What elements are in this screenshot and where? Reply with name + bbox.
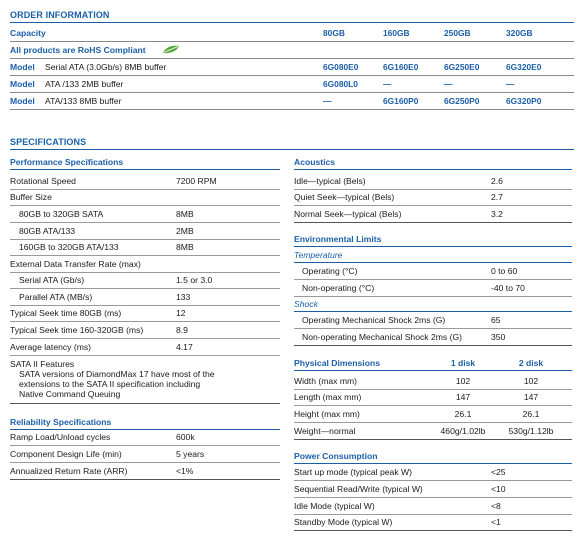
model-number: — <box>506 79 515 89</box>
physical-col-header: 2 disk <box>518 358 544 368</box>
spec-value: 530g/1.12lb <box>508 426 554 436</box>
spec-value: 7200 RPM <box>176 176 217 186</box>
spec-label: Normal Seek—typical (Bels) <box>294 209 402 219</box>
sata2-text: SATA versions of DiamondMax 17 have most of the <box>19 369 215 379</box>
spec-label: External Data Transfer Rate (max) <box>10 259 141 269</box>
spec-value: <1 <box>491 517 501 527</box>
spec-label: Annualized Return Rate (ARR) <box>10 466 128 476</box>
spec-value: 147 <box>523 392 539 402</box>
model-number: 6G160E0 <box>383 62 419 72</box>
spec-value: 1.5 or 3.0 <box>176 275 213 285</box>
spec-value: 26.1 <box>454 409 472 419</box>
spec-value: 2.6 <box>491 176 503 186</box>
spec-label: 160GB to 320GB ATA/133 <box>19 242 119 252</box>
spec-value: 102 <box>455 376 471 386</box>
spec-label: Serial ATA (Gb/s) <box>19 275 85 285</box>
model-number: 6G160P0 <box>383 96 419 106</box>
spec-label: Quiet Seek—typical (Bels) <box>294 192 395 202</box>
power-title: Power Consumption <box>294 451 378 461</box>
model-number: 6G320E0 <box>506 62 542 72</box>
spec-value: <25 <box>491 467 506 477</box>
spec-value: <8 <box>491 501 501 511</box>
reliability-title: Reliability Specifications <box>10 417 112 427</box>
spec-value: 8MB <box>176 209 194 219</box>
physical-title: Physical Dimensions <box>294 358 380 368</box>
spec-label: Rotational Speed <box>10 176 76 186</box>
model-number: 6G080L0 <box>323 79 358 89</box>
spec-label: Sequential Read/Write (typical W) <box>294 484 423 494</box>
spec-label: Operating Mechanical Shock 2ms (G) <box>302 315 446 325</box>
spec-value: 102 <box>523 376 539 386</box>
spec-label: Typical Seek time 160-320GB (ms) <box>10 325 144 335</box>
spec-value: 5 years <box>176 449 205 459</box>
model-number: 6G250E0 <box>444 62 480 72</box>
spec-label: Width (max mm) <box>294 376 358 386</box>
spec-value: <1% <box>176 466 194 476</box>
capacity-header: 160GB <box>383 28 410 38</box>
spec-value: 133 <box>176 292 191 302</box>
spec-label: Length (max mm) <box>294 392 362 402</box>
capacity-label: Capacity <box>10 28 46 38</box>
spec-label: Parallel ATA (MB/s) <box>19 292 93 302</box>
model-row <box>10 76 574 93</box>
acoustics-title: Acoustics <box>294 157 336 167</box>
spec-value: 147 <box>455 392 471 402</box>
spec-label: Idle Mode (typical W) <box>294 501 375 511</box>
spec-value: 600k <box>176 432 195 442</box>
spec-value: -40 to 70 <box>491 283 525 293</box>
environmental-title: Environmental Limits <box>294 234 382 244</box>
capacity-header: 250GB <box>444 28 471 38</box>
specifications-title: SPECIFICATIONS <box>10 137 574 147</box>
model-number: — <box>444 79 453 89</box>
spec-value: 2.7 <box>491 192 503 202</box>
spec-value: 65 <box>491 315 501 325</box>
spec-value: 2MB <box>176 226 194 236</box>
model-description: ATA/133 8MB buffer <box>45 96 122 106</box>
shock-subtitle: Shock <box>294 299 318 309</box>
sata2-text: extensions to the SATA II specification including <box>19 379 201 389</box>
model-number: — <box>383 79 392 89</box>
spec-label: 80GB ATA/133 <box>19 226 76 236</box>
spec-label: Ramp Load/Unload cycles <box>10 432 111 442</box>
spec-label: Average latency (ms) <box>10 342 92 352</box>
spec-value: 8.9 <box>176 325 188 335</box>
spec-label: Non-operating (°C) <box>302 283 375 293</box>
spec-label: Standby Mode (typical W) <box>294 517 393 527</box>
model-number: 6G320P0 <box>506 96 542 106</box>
model-label: Model <box>10 62 35 72</box>
spec-label: Idle—typical (Bels) <box>294 176 366 186</box>
model-row <box>10 59 574 76</box>
capacity-header: 80GB <box>323 28 345 38</box>
spec-value: 0 to 60 <box>491 266 518 276</box>
sata2-text: Native Command Queuing <box>19 389 121 399</box>
spec-value: 4.17 <box>176 342 193 352</box>
model-row <box>10 93 574 110</box>
spec-label: Height (max mm) <box>294 409 360 419</box>
spec-value: 3.2 <box>491 209 503 219</box>
spec-value: 460g/1.02lb <box>440 426 486 436</box>
capacity-row <box>10 25 574 42</box>
temperature-subtitle: Temperature <box>294 250 343 260</box>
sata2-title: SATA II Features <box>10 359 75 369</box>
model-description: ATA /133 2MB buffer <box>45 79 124 89</box>
spec-value: <10 <box>491 484 506 494</box>
spec-label: Operating (°C) <box>302 266 358 276</box>
performance-title: Performance Specifications <box>10 157 124 167</box>
model-label: Model <box>10 96 35 106</box>
spec-label: Typical Seek time 80GB (ms) <box>10 308 122 318</box>
capacity-header: 320GB <box>506 28 533 38</box>
model-number: 6G250P0 <box>444 96 480 106</box>
spec-value: 12 <box>176 308 186 318</box>
spec-label: Start up mode (typical peak W) <box>294 467 412 477</box>
spec-label: Buffer Size <box>10 192 52 202</box>
spec-label: 80GB to 320GB SATA <box>19 209 104 219</box>
rohs-text: All products are RoHS Compliant <box>10 45 146 55</box>
model-number: — <box>323 96 332 106</box>
spec-value: 26.1 <box>522 409 540 419</box>
spec-label: Component Design Life (min) <box>10 449 122 459</box>
model-number: 6G080E0 <box>323 62 359 72</box>
order-info-title: ORDER INFORMATION <box>10 10 574 20</box>
rohs-row <box>10 42 574 59</box>
spec-value: 8MB <box>176 242 194 252</box>
spec-label: Weight—normal <box>294 426 356 436</box>
leaf-icon <box>162 45 180 54</box>
physical-col-header: 1 disk <box>450 358 476 368</box>
model-label: Model <box>10 79 35 89</box>
model-description: Serial ATA (3.0Gb/s) 8MB buffer <box>45 62 167 72</box>
spec-value: 350 <box>491 332 506 342</box>
spec-label: Non-operating Mechanical Shock 2ms (G) <box>302 332 463 342</box>
